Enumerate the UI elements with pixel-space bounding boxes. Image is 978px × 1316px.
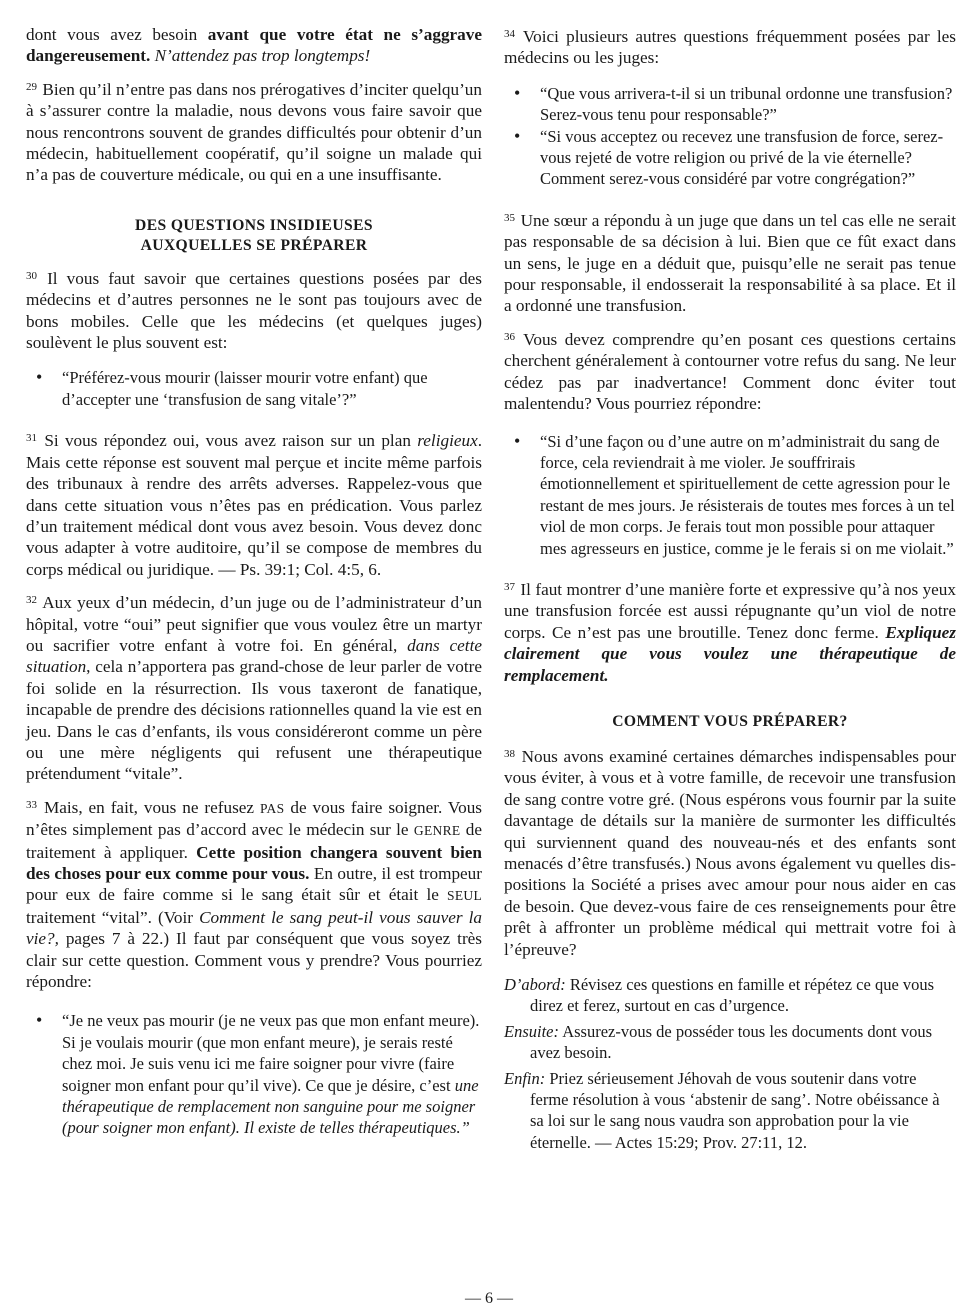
- step-text: Assurez-vous de posséder tous les documents dont vous avez besoin.: [530, 1021, 933, 1063]
- list-item: • “Si vous acceptez ou recevez une transfusion de force, serez-vous rejeté de votre religion ou privé de la vie éternelle? Comment serez-vous considéré par votre congrégation?”: [504, 126, 956, 190]
- paragraph-36: [504, 327, 956, 415]
- paragraph-number: 30: [26, 269, 37, 282]
- heading-line-2: AUXQUELLES SE PRÉPARER: [140, 236, 368, 254]
- paragraph-38: [504, 744, 956, 960]
- paragraph-number: 29: [26, 80, 37, 93]
- text-run: de traitement à appliquer.: [26, 820, 482, 862]
- bold-text: avant que votre état ne s’aggrave dangereusement.: [26, 25, 482, 66]
- paragraph-number: 31: [26, 432, 37, 445]
- list-item: • “Préférez-vous mourir (laisser mourir votre enfant) que d’accepter une ‘transfusion de sang vitale’?”: [26, 367, 482, 410]
- paragraph-text: Nous avons examiné certaines démarches indispensables pour vous éviter, à vous et à votre famille, de recevoir une transfusion de sang contre votre gré. (Nous espérons vous fournir par la suite davantage de détails sur la manière de surmonter les difficultés qui surviennent quand des nouveau-nés et des enfants sont menacés d’être transfusés.) Nous avons également vu quelles dispositions la Société a prises avec amour pour nous aider en cas de besoin. Que devez-vous faire de ces renseignements pour être prêt à affronter un problème médical qui mettrait votre foi à l’épreuve?: [504, 746, 956, 959]
- step-label: Enfin:: [504, 1068, 546, 1088]
- paragraph-text: Vous devez comprendre qu’en posant ces questions certains cherchent généralement à contourner votre refus du sang. Ne leur cédez pas par inadvertance! Comment donc éviter tout malentendu? Vous pourriez répondre:: [504, 329, 956, 414]
- step-item: [504, 974, 956, 1017]
- text-run: , cela n’apportera pas grand-chose de leur parler de votre foi solide en la résurrection. Ils vous taxeront de fanatique, incapable de prendre des décisions rationnelles quand la vie est en jeu. Dans le cas d’enfants, ils vous considéreront comme un père ou une mère négligents qui refusent une thérapeutique prétendument “vitale”.: [26, 657, 482, 784]
- text-run: Aux yeux d’un médecin, d’un juge ou de l’administrateur d’un hôpital, votre “oui” peut signifier que vous voulez être un martyr ou sacrifier votre enfant à votre foi. En général,: [26, 593, 482, 655]
- text-run: Si vous répondez oui, vous avez raison sur un plan: [38, 431, 418, 451]
- text-run: pages 7 à 22.) Il faut par conséquent que vous soyez très clair sur cette question. Comment vous y prendre? Vous pourriez répondre:: [26, 929, 482, 992]
- step-text: Révisez ces questions en famille et répétez ce que vous direz et ferez, surtout en cas d’urgence.: [530, 975, 935, 1016]
- italic-text: dans cette situation: [26, 635, 482, 677]
- paragraph-number: 37: [504, 580, 515, 593]
- paragraph-29: [26, 77, 482, 186]
- text-run: Il faut montrer d’une manière forte et expressive qu’à nos yeux une transfusion forcée est aussi répugnante qu’un viol de notre corps. Ce n’est pas une broutille. Tenez donc ferme.: [504, 579, 956, 642]
- text-run: “Je ne veux pas mourir (je ne veux pas que mon enfant meure). Si je voulais mourir (que mon enfant meure), je serais resté chez moi. Je suis venu ici me faire soigner pour vivre (faire soigner mon enfant pour qu’il vive). Ce que je désire, c’est: [62, 1011, 480, 1095]
- paragraph-continued: [26, 24, 482, 67]
- step-item: [504, 1068, 956, 1154]
- paragraph-number: 35: [504, 211, 515, 224]
- paragraph-35: [504, 208, 956, 317]
- italic-text: N’attendez pas trop longtemps!: [154, 46, 371, 66]
- paragraph-number: 33: [26, 798, 37, 811]
- page-number: — 6 —: [465, 1290, 513, 1307]
- paragraph-34: [504, 24, 956, 69]
- text-run: . Mais cette réponse est souvent mal perçue et incite même parfois des tribunaux à rendre des arrêts adverses. Rappelez-vous que dans cette situation vous n’êtes pas en prédication. Vous parlez d’un traitement médical dont vous avez besoin. Vous devez donc vous adapter à votre auditoire, qu’il se compose de membres du corps médical ou juridique. — Ps. 39:1; Col. 4:5, 6.: [26, 431, 482, 579]
- right-column: [504, 24, 956, 1153]
- step-text: Priez sérieusement Jéhovah de vous soutenir dans votre ferme résolution à vous ‘abstenir de sang’. Notre obéissance à sa loi sur le sang nous vaudra son approbation pour la vie éternelle. — Actes 15:29; Prov. 27:11, 12.: [530, 1068, 940, 1152]
- left-column: [26, 24, 482, 1139]
- step-item: [504, 1021, 956, 1064]
- paragraph-number: 32: [26, 594, 37, 607]
- bullet-list-34: [504, 83, 956, 190]
- list-item: • “Si d’une façon ou d’une autre on m’administrait du sang de force, cela reviendrait à me violer. Je souffrirais émotionnellement et spirituellement de cette agression pour le restant de mes jours. Je résisterais de toutes mes forces à un tel viol de mon corps. Je ferais tout mon possible pour attaquer mes agresseurs en justice, comme je le ferais si on me violait.”: [504, 431, 956, 559]
- paragraph-31: [26, 428, 482, 580]
- text-run: dont vous avez besoin: [26, 25, 208, 44]
- list-item: [26, 1010, 482, 1138]
- section-heading-2: COMMENT VOUS PRÉPARER?: [612, 712, 848, 730]
- small-caps-text: PAS: [259, 800, 285, 816]
- list-item: • “Que vous arrivera-t-il si un tribunal ordonne une transfusion? Serez-vous tenu pour responsable?”: [504, 83, 956, 126]
- paragraph-text: Bien qu’il n’entre pas dans nos prérogatives d’inciter quelqu’un à s’assurer contre la maladie, nous devons vous faire savoir que nous rencontrons souvent de grandes difficultés pour obtenir d’un médecin, habituellement coopératif, qu’il soigne un malade qui n’a pas de couverture médicale, ou qui en a une insuffisante.: [26, 79, 482, 185]
- paragraph-33: [26, 795, 482, 993]
- small-caps-text: SEUL: [447, 888, 482, 904]
- bold-text: Cette position changera souvent bien des choses pour eux comme pour vous.: [26, 842, 482, 883]
- text-run: traitement “vital”. (Voir: [26, 907, 200, 927]
- bold-italic-text: Expliquez clairement que vous voulez une thérapeutique de remplacement.: [504, 622, 956, 685]
- bullet-list-30: [26, 367, 482, 410]
- heading-line-1: DES QUESTIONS INSIDIEUSES: [135, 216, 373, 234]
- text-run: Mais, en fait, vous ne refusez: [38, 797, 260, 817]
- italic-text: Comment le sang peut-il vous sauver la vie?,: [26, 907, 482, 949]
- steps-list: [504, 974, 956, 1153]
- italic-text: religieux: [417, 431, 478, 451]
- small-caps-text: GENRE: [413, 823, 461, 839]
- text-run: En outre, il est trompeur pour eux de faire comme si le sang était sûr et était le: [26, 864, 482, 905]
- text-run: de vous faire soigner. Vous n’êtes simplement pas d’accord avec le médecin sur le: [26, 797, 482, 840]
- paragraph-32: [26, 590, 482, 785]
- step-label: D’abord:: [504, 975, 566, 995]
- paragraph-text: Une sœur a répondu à un juge que dans un tel cas elle ne serait pas responsable de sa décision à lui. Bien que ce fût exact dans un sens, le juge en a déduit que, puisqu’elle ne serait pas tenue pour responsable, il endosserait la responsabilité à sa place. Et il a ordonné une transfusion.: [504, 210, 956, 316]
- paragraph-number: 34: [504, 28, 515, 40]
- paragraph-30: [26, 266, 482, 354]
- section-heading-1: [26, 216, 482, 256]
- paragraph-number: 38: [504, 747, 515, 760]
- step-label: Ensuite:: [504, 1021, 559, 1041]
- italic-text: une thérapeutique de remplacement non sanguine pour me soigner (pour soigner mon enfant). Il existe de telles thérapeutiques.”: [62, 1075, 479, 1138]
- paragraph-text: Il vous faut savoir que certaines questions posées par des médecins et d’autres personnes ne le sont pas toujours avec de bons mobiles. Celle que les médecins (et quelques juges) soulèvent le plus souvent est:: [26, 268, 482, 353]
- bullet-list-33: [26, 1010, 482, 1138]
- paragraph-37: [504, 577, 956, 686]
- bullet-list-36: [504, 431, 956, 559]
- paragraph-text: Voici plusieurs autres questions fréquemment posées par les médecins ou les juges:: [504, 27, 956, 68]
- paragraph-number: 36: [504, 330, 515, 343]
